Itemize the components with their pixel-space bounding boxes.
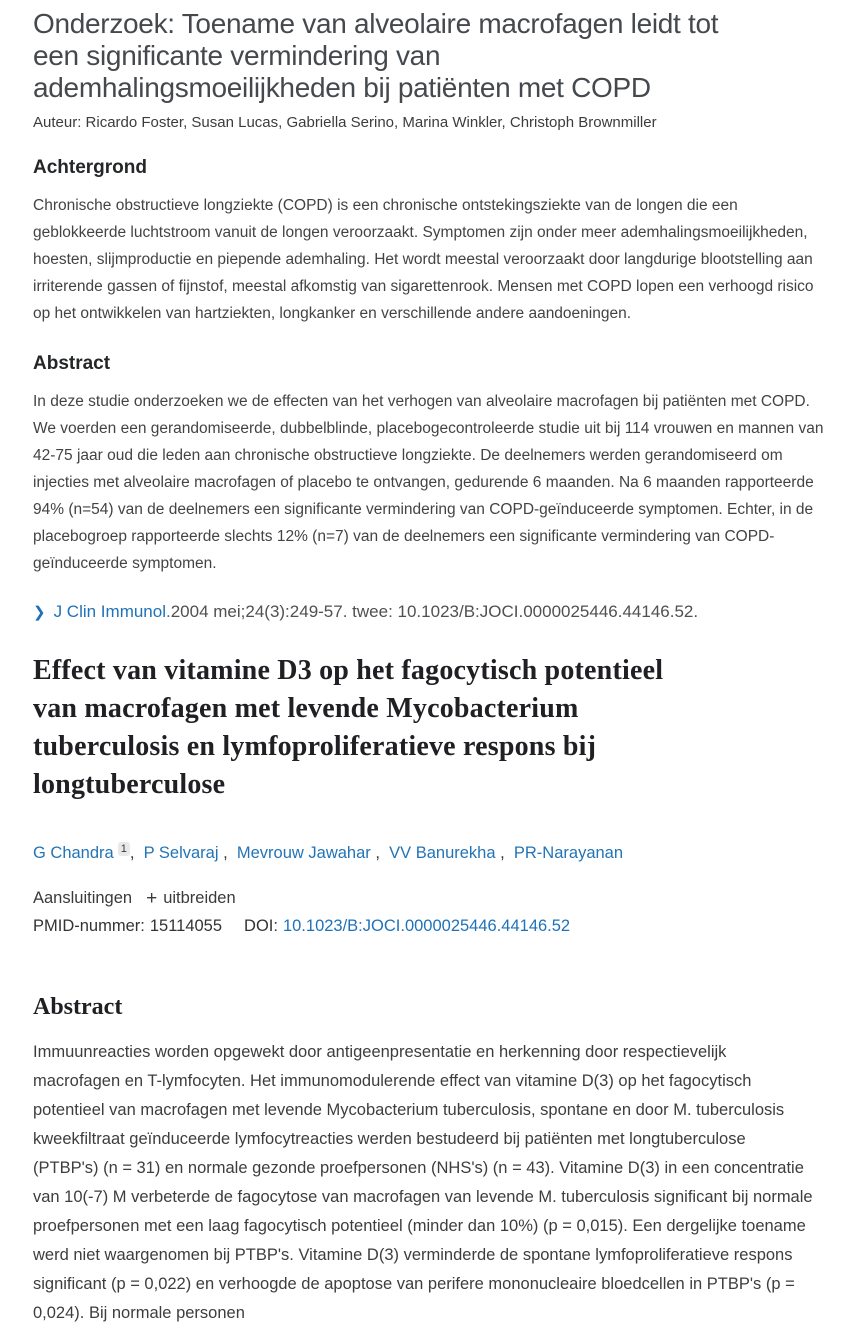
expand-label: uitbreiden — [163, 889, 236, 907]
expand-affiliations-button[interactable] — [146, 889, 236, 908]
doi-label: DOI: — [244, 917, 278, 935]
author-list — [33, 842, 826, 863]
author-link[interactable]: Mevrouw Jawahar — [236, 844, 371, 862]
study-abstract-heading: Abstract — [33, 353, 111, 374]
journal-link[interactable]: J Clin Immunol. — [53, 602, 171, 621]
background-heading: Achtergrond — [33, 157, 147, 178]
study-title-line-2: een significante vermindering van — [33, 40, 441, 71]
article-title-line-2: van macrofagen met levende Mycobacterium — [33, 693, 579, 724]
citation-line — [33, 602, 826, 622]
affiliation-superscript[interactable]: 1 — [118, 842, 130, 856]
study-title-line-3: ademhalingsmoeilijkheden bij patiënten met COPD — [33, 72, 651, 103]
identifiers-row — [33, 917, 826, 936]
affiliations-row — [33, 889, 826, 908]
article-title-line-1: Effect van vitamine D3 op het fagocytisch potentieel — [33, 655, 664, 686]
author-link[interactable]: P Selvaraj — [143, 844, 219, 862]
author-link[interactable]: VV Banurekha — [389, 844, 496, 862]
pmid-label: PMID-nummer: — [33, 917, 145, 935]
pmid-value: 15114055 — [149, 917, 223, 935]
author-separator: , — [218, 844, 233, 862]
plus-icon: + — [146, 888, 158, 909]
article-title — [33, 652, 826, 804]
article-title-line-3: tuberculosis en lymfoproliferatieve respons bij — [33, 731, 597, 762]
article-abstract-heading: Abstract — [33, 994, 123, 1020]
study-abstract-paragraph: In deze studie onderzoeken we de effecten van het verhogen van alveolaire macrofagen bij patiënten met COPD. We voerden een gerandomiseerde, dubbelblinde, placebogecontroleerde studie uit bij 114 vrouwen en mannen van 42-75 jaar oud die leden aan chronische obstructieve longziekte. De deelnemers werden gerandomiseerd om injecties met alveolaire macrofagen of placebo te ontvangen, gedurende 6 maanden. Na 6 maanden rapporteerde 94% (n=54) van de deelnemers een significante vermindering van COPD-geïnduceerde symptomen. Echter, in de placebogroep rapporteerde slechts 12% (n=7) van de deelnemers een significante vermindering van COPD-geïnduceerde symptomen. — [33, 393, 824, 572]
article-abstract-paragraph: Immuunreacties worden opgewekt door antigeenpresentatie en herkenning door respectievelijk macrofagen en T-lymfocyten. Het immunomodulerende effect van vitamine D(3) op het fagocytisch potentieel van macrofagen met levende Mycobacterium tuberculosis, spontane en door M. tuberculosis kweekfiltraat geïnduceerde lymfocytreacties werden bestudeerd bij patiënten met longtuberculose (PTBP's) (n = 31) en normale gezonde proefpersonen (NHS's) (n = 43). Vitamine D(3) in een concentratie van 10(-7) M verbeterde de fagocytose van macrofagen van levende M. tuberculosis significant bij normale proefpersonen met een laag fagocytisch potentieel (minder dan 10%) (p = 0,015). Een dergelijke toename werd niet waargenomen bij PTBP's. Vitamine D(3) verminderde de spontane lymfoproliferatieve respons significant (p = 0,022) en verhoogde de apoptose van perifere mononucleaire bloedcellen in PTBP's (p = 0,024). Bij normale personen — [33, 1043, 813, 1322]
author-separator: , — [129, 844, 140, 862]
affiliations-label: Aansluitingen — [33, 889, 133, 907]
author-link[interactable]: PR-Narayanan — [513, 844, 624, 862]
chevron-right-icon[interactable]: ❯ — [33, 604, 46, 621]
article-title-line-4: longtuberculose — [33, 769, 226, 800]
author-separator: , — [370, 844, 385, 862]
citation-details: 2004 mei;24(3):249-57. twee: 10.1023/B:JOCI.0000025446.44146.52. — [170, 602, 699, 621]
study-title — [33, 8, 826, 104]
doi-link[interactable]: 10.1023/B:JOCI.0000025446.44146.52 — [282, 917, 571, 935]
background-paragraph: Chronische obstructieve longziekte (COPD) is een chronische ontstekingsziekte van de longen die een geblokkeerde luchtstroom vanuit de longen veroorzaakt. Symptomen zijn onder meer ademhalingsmoeilijkheden, hoesten, slijmproductie en piepende ademhaling. Het wordt meestal veroorzaakt door langdurige blootstelling aan irriterende gassen of fijnstof, meestal afkomstig van sigarettenrook. Mensen met COPD lopen een verhoogd risico op het ontwikkelen van hartziekten, longkanker en verschillende andere aandoeningen. — [33, 197, 814, 322]
author-separator: , — [495, 844, 510, 862]
study-title-line-1: Onderzoek: Toename van alveolaire macrofagen leidt tot — [33, 8, 719, 39]
author-byline: Auteur: Ricardo Foster, Susan Lucas, Gabriella Serino, Marina Winkler, Christoph Brownmiller — [33, 114, 657, 131]
author-link[interactable]: G Chandra — [33, 844, 114, 862]
